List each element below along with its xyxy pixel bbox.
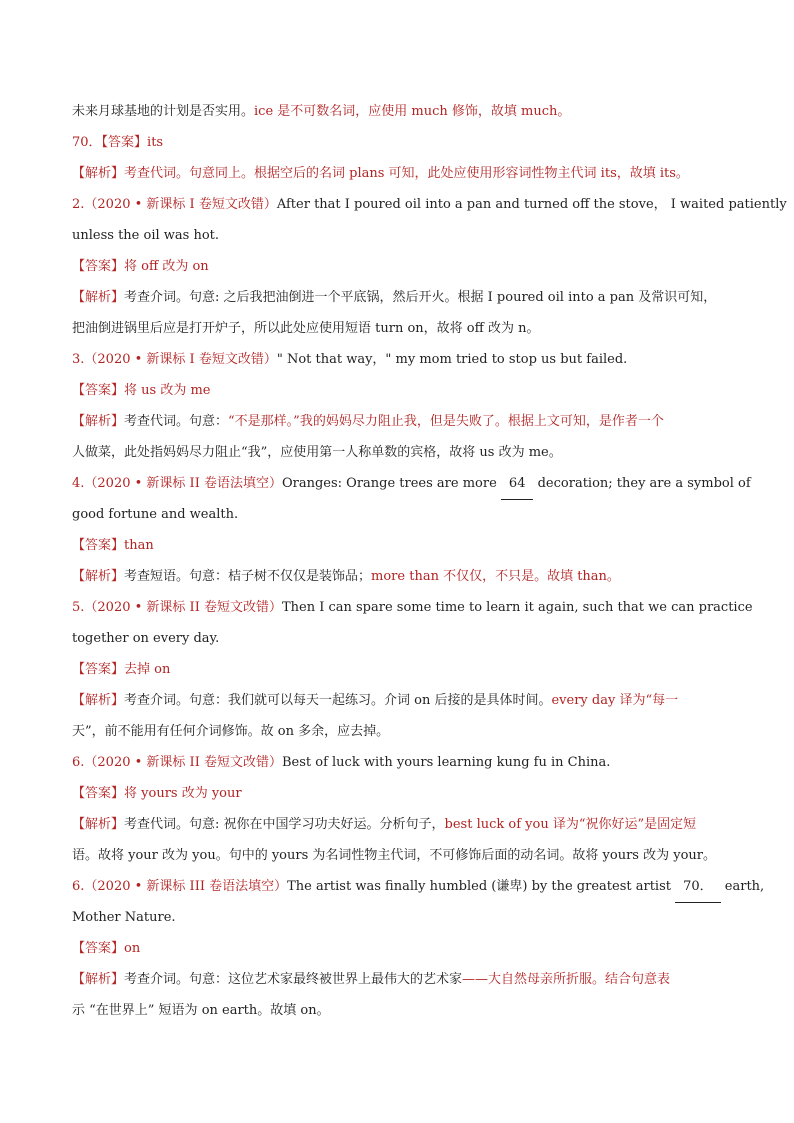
text-line — [72, 623, 724, 654]
text-line — [72, 127, 724, 158]
body-text: 考查短语。句意：桔子树不仅仅是装饰品； — [124, 569, 372, 584]
highlighted-text: 【解析】 — [72, 414, 125, 429]
body-text: The artist was finally humbled (谦卑) by the greatest artist — [287, 879, 676, 894]
text-line — [72, 189, 787, 220]
highlighted-text: ——大自然母亲所折服。结合句意表 — [462, 972, 671, 987]
answer-blank: 64 — [501, 468, 534, 500]
text-line — [72, 499, 724, 530]
text-line — [72, 282, 724, 313]
text-line — [72, 902, 724, 933]
highlighted-text: ice 是不可数名词，应使用 much 修饰，故填 much。 — [254, 104, 571, 119]
text-line — [72, 561, 724, 592]
text-line — [72, 778, 724, 809]
body-text: 考查代词。句意： — [124, 414, 229, 429]
body-text: 把油倒进锅里后应是打开炉子，所以此处应使用短语 turn on，故将 off 改为 n。 — [72, 321, 540, 336]
highlighted-text: 考查代词。句意同上。根据空后的名词 plans 可知，此处应使用形容词性物主代词 its，故填 its。 — [124, 166, 689, 181]
text-line — [72, 933, 724, 964]
body-text: 考查介词。句意：这位艺术家最终被世界上最伟大的艺术家 — [124, 972, 463, 987]
highlighted-text: 【答案】 — [72, 662, 125, 677]
highlighted-text: 将 yours 改为 your — [124, 786, 242, 801]
text-line — [72, 344, 724, 375]
body-text: 语。故将 your 改为 you。句中的 yours 为名词性物主代词，不可修饰后面的动名词。故将 yours 改为 your。 — [72, 848, 716, 863]
text-line — [72, 251, 724, 282]
highlighted-text: 【解析】 — [72, 290, 125, 305]
highlighted-text: 【答案】 — [72, 383, 125, 398]
text-line — [72, 406, 724, 437]
body-text: 天”，前不能用有任何介词修饰。故 on 多余，应去掉。 — [72, 724, 390, 739]
body-text: 考查介词。句意: 之后我把油倒进一个平底锅，然后开火。根据 I poured oil into a pan 及常识可知， — [124, 290, 717, 305]
highlighted-text: more than 不仅仅，不只是。故填 than。 — [371, 569, 620, 584]
text-line — [72, 809, 724, 840]
body-text: Mother Nature. — [72, 910, 176, 925]
text-line — [72, 530, 724, 561]
text-line — [72, 96, 724, 127]
body-text: Best of luck with yours learning kung fu in China. — [281, 755, 611, 770]
body-text: together on every day. — [72, 631, 220, 646]
highlighted-text: every day 译为“每一 — [551, 693, 679, 708]
text-line — [72, 313, 724, 344]
body-text: earth, — [720, 879, 765, 894]
text-line — [72, 964, 724, 995]
body-text: After that I poured oil into a pan and turned off the stove， I waited patiently — [276, 197, 787, 212]
text-line — [72, 375, 724, 406]
highlighted-text: 【答案】 — [72, 786, 125, 801]
document-page — [72, 96, 787, 1026]
highlighted-text: 6.（2020 • 新课标 II 卷短文改错） — [72, 755, 282, 770]
text-line — [72, 592, 753, 623]
text-line — [72, 747, 724, 778]
body-text: decoration; they are a symbol of — [533, 476, 751, 491]
text-line — [72, 685, 724, 716]
highlighted-text: 【解析】 — [72, 166, 125, 181]
text-line — [72, 716, 724, 747]
body-text: 人做菜，此处指妈妈尽力阻止“我”，应使用第一人称单数的宾格，故将 us 改为 me。 — [72, 445, 562, 460]
body-text: " Not that way，" my mom tried to stop us but failed. — [276, 352, 628, 367]
body-text: Then I can spare some time to learn it again, such that we can practice — [281, 600, 753, 615]
highlighted-text: 4.（2020 • 新课标 II 卷语法填空） — [72, 476, 282, 491]
highlighted-text: 2.（2020 • 新课标 I 卷短文改错） — [72, 197, 277, 212]
highlighted-text: on — [124, 941, 141, 956]
highlighted-text: than — [124, 538, 154, 553]
text-line — [72, 220, 724, 251]
text-line — [72, 995, 724, 1026]
highlighted-text: its — [147, 135, 164, 150]
body-text: unless the oil was hot. — [72, 228, 220, 243]
highlighted-text: 5.（2020 • 新课标 II 卷短文改错） — [72, 600, 282, 615]
text-line — [72, 468, 751, 499]
text-line — [72, 158, 724, 189]
text-line — [72, 840, 724, 871]
highlighted-text: 将 off 改为 on — [124, 259, 209, 274]
highlighted-text: 6.（2020 • 新课标 III 卷语法填空） — [72, 879, 288, 894]
highlighted-text: 去掉 on — [124, 662, 171, 677]
highlighted-text: 【解析】 — [72, 693, 125, 708]
highlighted-text: 【解析】 — [72, 569, 125, 584]
body-text: 示 “在世界上” 短语为 on earth。故填 on。 — [72, 1003, 330, 1018]
highlighted-text: 【答案】 — [72, 941, 125, 956]
body-text: 未来月球基地的计划是否实用。 — [72, 104, 255, 119]
text-line — [72, 654, 724, 685]
highlighted-text: 【答案】 — [72, 538, 125, 553]
body-text: good fortune and wealth. — [72, 507, 239, 522]
highlighted-text: best luck of you 译为“祝你好运”是固定短 — [444, 817, 697, 832]
highlighted-text: 【解析】 — [72, 817, 125, 832]
highlighted-text: 3.（2020 • 新课标 I 卷短文改错） — [72, 352, 277, 367]
highlighted-text: “不是那样。”我的妈妈尽力阻止我，但是失败了。根据上文可知，是作者一个 — [228, 414, 664, 429]
body-text: 考查介词。句意：我们就可以每天一起练习。介词 on 后接的是具体时间。 — [124, 693, 552, 708]
body-text: Oranges: Orange trees are more — [281, 476, 501, 491]
text-line — [72, 871, 765, 902]
highlighted-text: 【答案】 — [72, 259, 125, 274]
answer-blank: 70． — [675, 871, 721, 903]
highlighted-text: 70．【答案】 — [72, 135, 148, 150]
body-text: 考查代词。句意: 祝你在中国学习功夫好运。分析句子， — [124, 817, 445, 832]
text-line — [72, 437, 724, 468]
highlighted-text: 【解析】 — [72, 972, 125, 987]
highlighted-text: 将 us 改为 me — [124, 383, 211, 398]
